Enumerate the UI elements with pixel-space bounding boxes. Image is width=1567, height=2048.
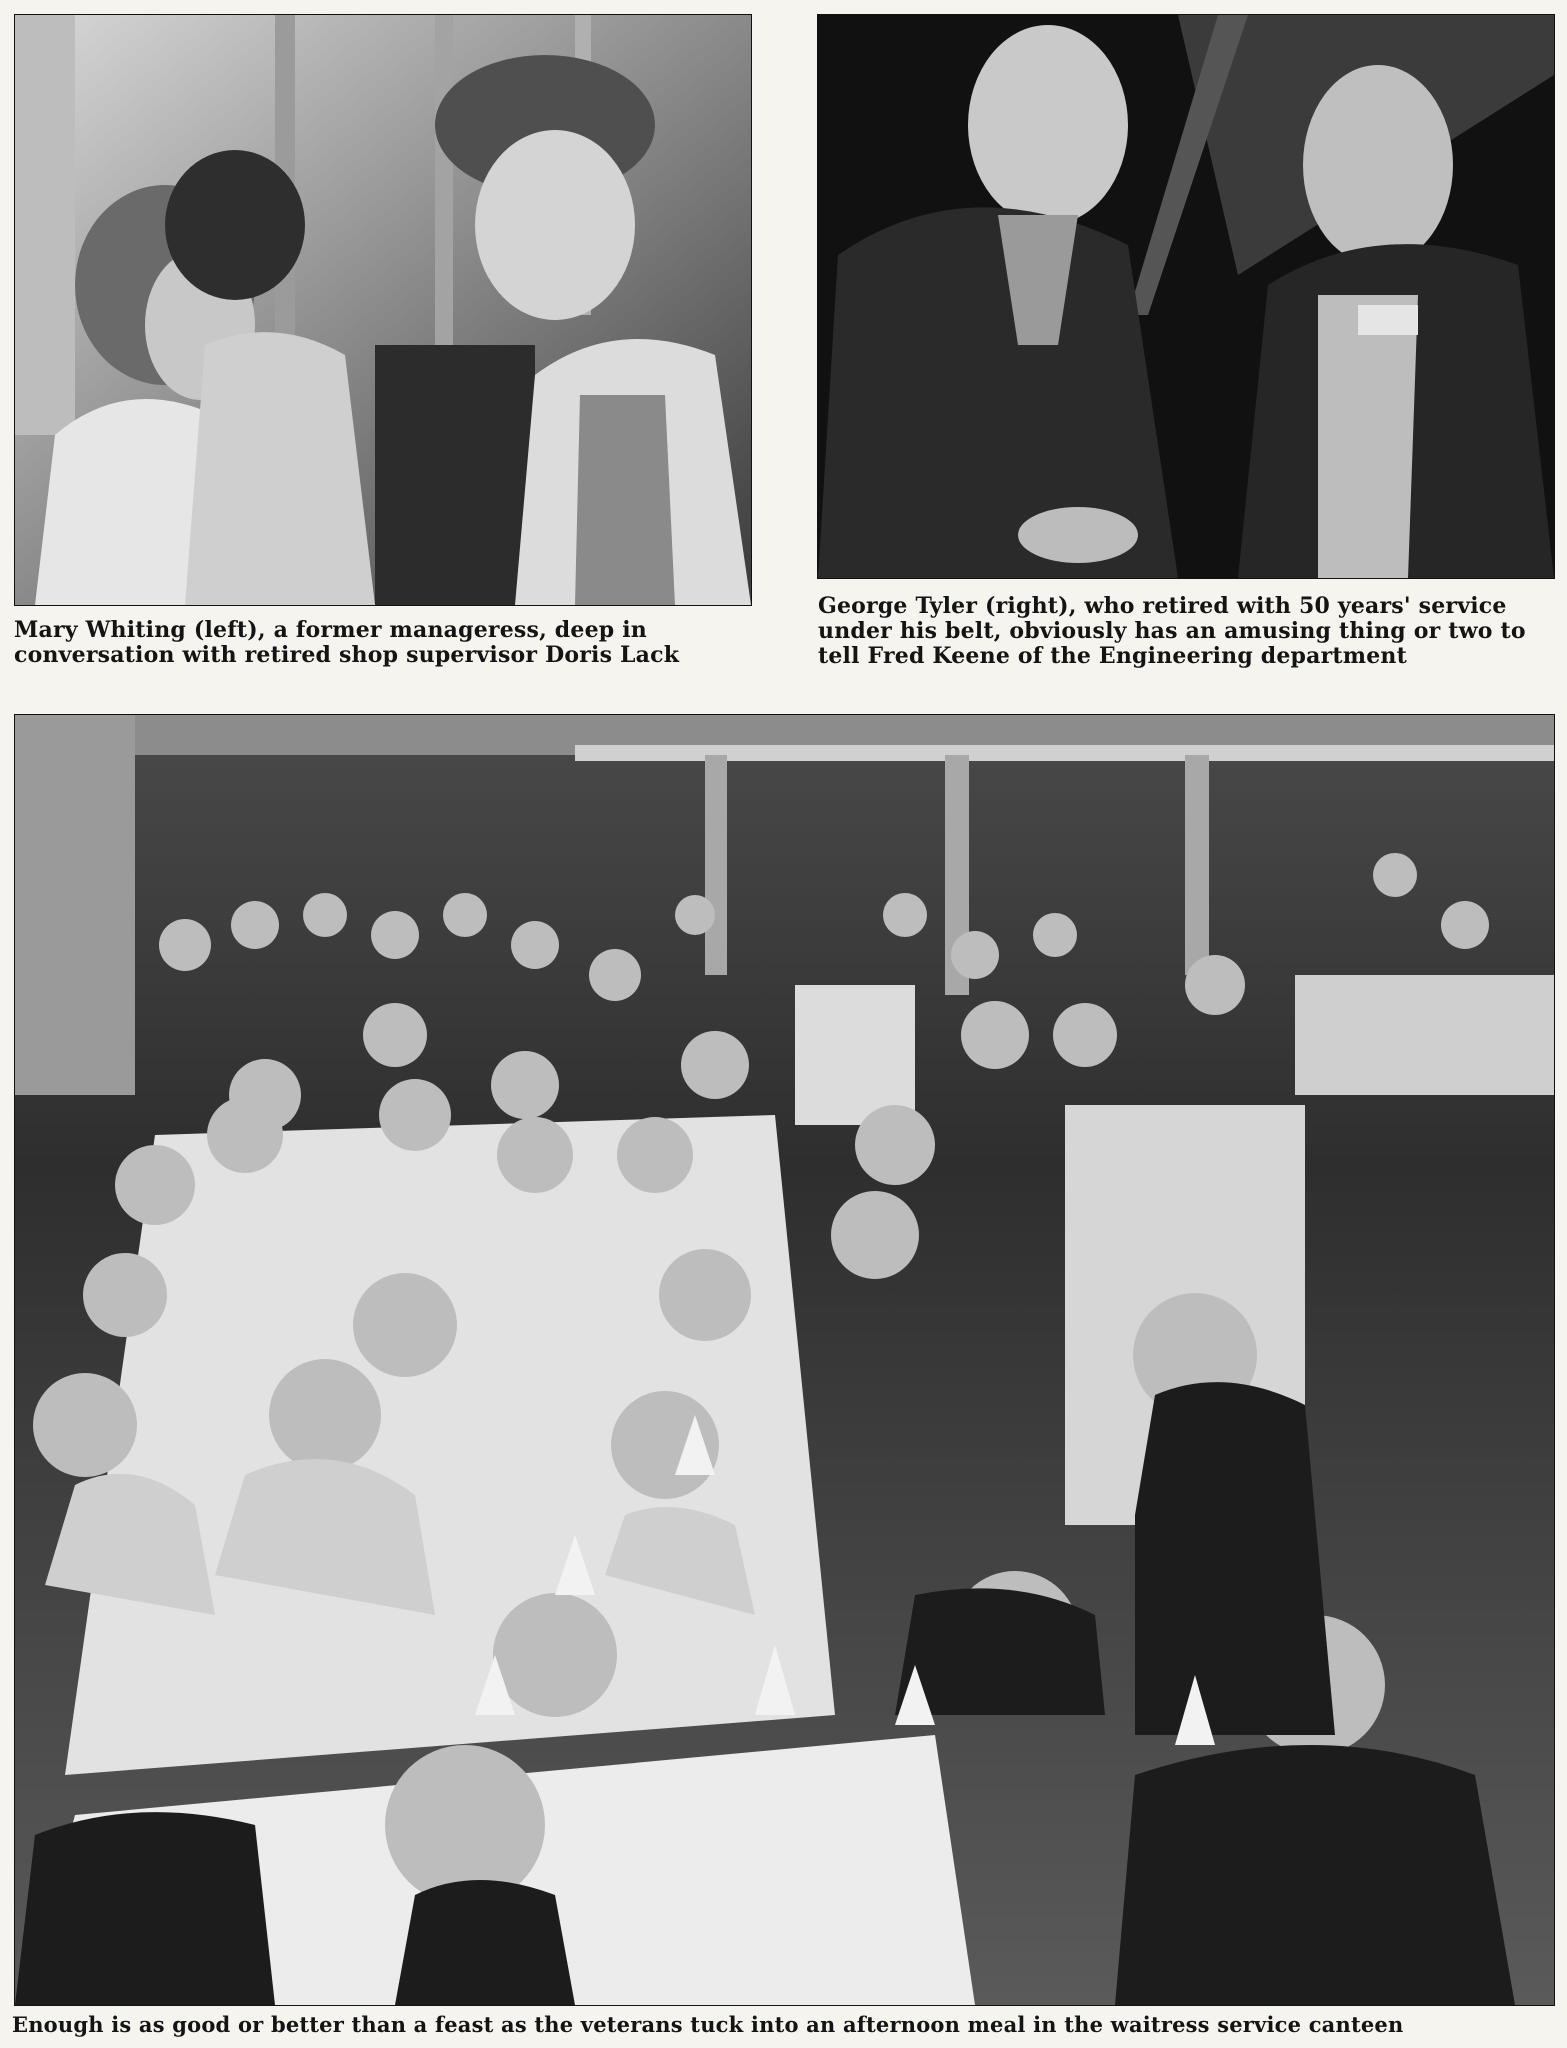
- caption-top-left: Mary Whiting (left), a former manageress, deep in conversation with retired shop supervisor Doris Lack: [14, 617, 680, 668]
- photo-top-right-image: [818, 15, 1554, 578]
- photo-top-left-image: [15, 15, 751, 605]
- photo-two-women-conversation: [14, 14, 752, 606]
- photo-two-men-laughing: [817, 14, 1555, 579]
- caption-bottom: Enough is as good or better than a feast as the veterans tuck into an afternoon meal in the waitress service canteen: [12, 2012, 1404, 2037]
- photo-bottom-image: [15, 715, 1554, 2005]
- caption-top-right: George Tyler (right), who retired with 50 years' service under his belt, obviously has an amusing thing or two to tell Fred Keene of the Engineering department: [818, 593, 1526, 669]
- photo-canteen-meal: [14, 714, 1555, 2006]
